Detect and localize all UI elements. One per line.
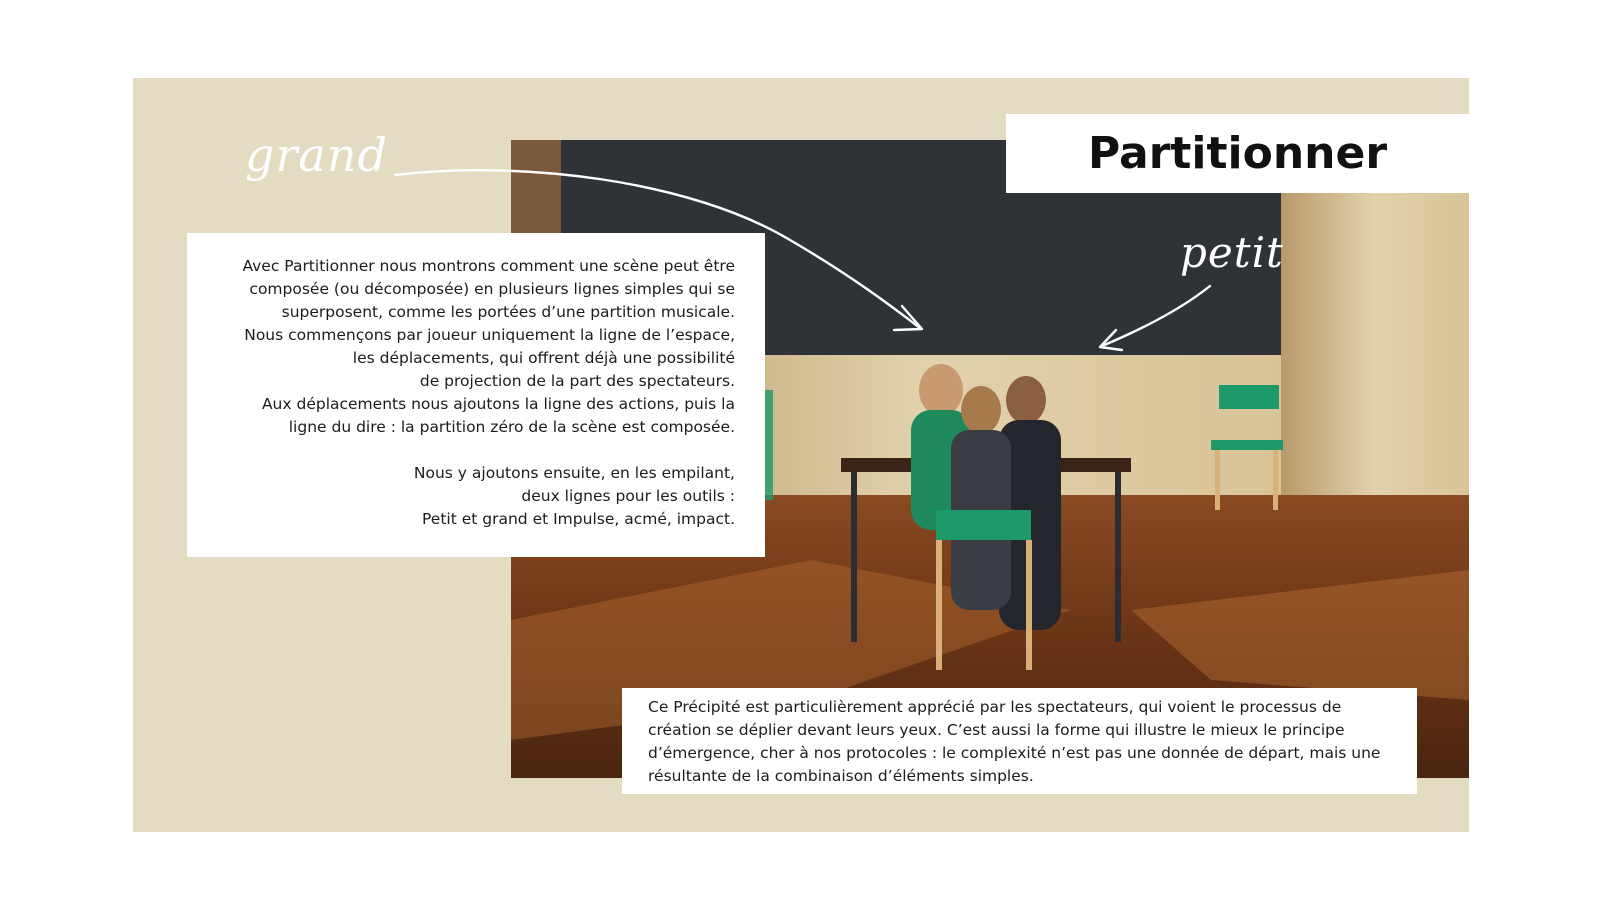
paragraph-line: Aux déplacements nous ajoutons la ligne des actions, puis la xyxy=(261,395,735,413)
paragraph-line: Petit et grand et Impulse, acmé, impact. xyxy=(422,510,735,528)
paragraph-line: Nous commençons par joueur uniquement la ligne de l’espace, xyxy=(244,326,735,344)
annotation-petit: petit xyxy=(1180,228,1284,277)
paragraph-line: d’émergence, cher à nos protocoles : le complexité n’est pas une donnée de départ, mais une xyxy=(648,744,1381,762)
paragraph-line: superposent, comme les portées d’une partition musicale. xyxy=(281,303,735,321)
conclusion-text-box xyxy=(622,688,1417,794)
page-title: Partitionner xyxy=(1087,128,1388,179)
paragraph-line: les déplacements, qui offrent déjà une possibilité xyxy=(352,349,735,367)
intro-paragraph xyxy=(205,255,735,531)
intro-text-box xyxy=(187,233,765,557)
conclusion-paragraph xyxy=(648,696,1403,788)
paragraph-line: ligne du dire : la partition zéro de la scène est composée. xyxy=(288,418,735,436)
title-box xyxy=(1006,114,1469,193)
paragraph-line: composée (ou décomposée) en plusieurs lignes simples qui se xyxy=(249,280,735,298)
annotation-grand: grand xyxy=(245,128,388,182)
paragraph-line: résultante de la combinaison d’éléments simples. xyxy=(648,767,1034,785)
paragraph-line: Nous y ajoutons ensuite, en les empilant, xyxy=(413,464,735,482)
paragraph-line: création se déplier devant leurs yeux. C’est aussi la forme qui illustre le mieux le principe xyxy=(648,721,1345,739)
paragraph-line: Avec Partitionner nous montrons comment une scène peut être xyxy=(242,257,735,275)
paragraph-spacer xyxy=(205,439,735,462)
paragraph-line: deux lignes pour les outils : xyxy=(521,487,735,505)
paragraph-line: Ce Précipité est particulièrement apprécié par les spectateurs, qui voient le processus de xyxy=(648,698,1342,716)
paragraph-line: de projection de la part des spectateurs. xyxy=(419,372,735,390)
